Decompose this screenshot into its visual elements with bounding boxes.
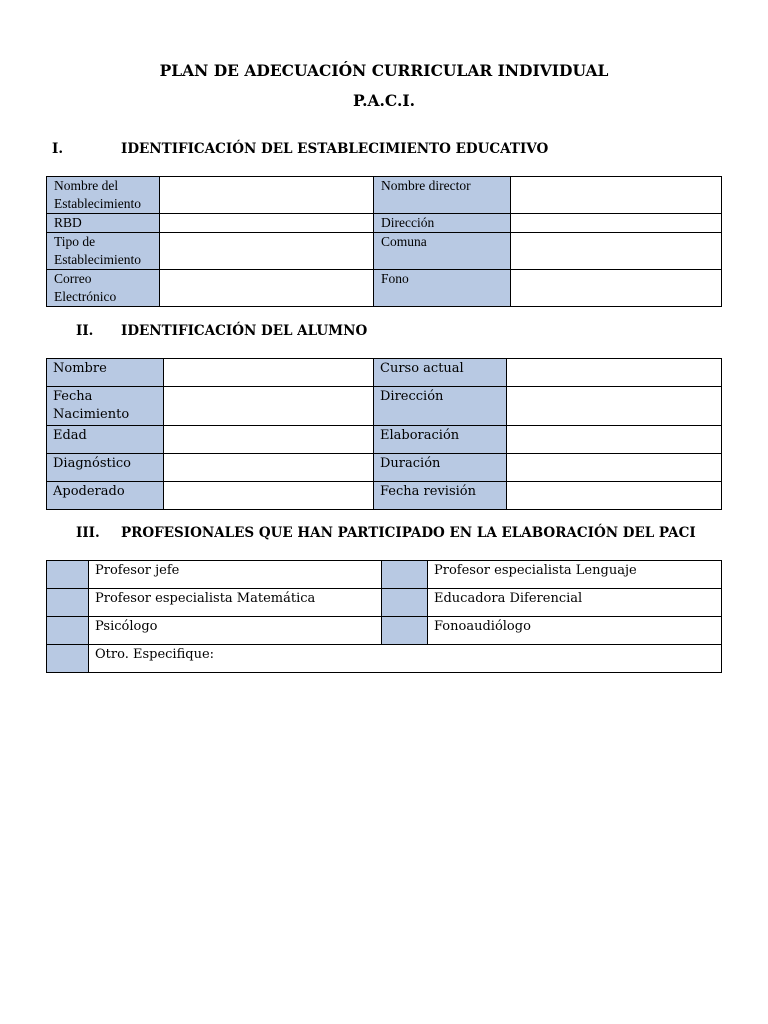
- field-fecha-nacimiento[interactable]: [164, 387, 374, 426]
- label-curso-actual: Curso actual: [374, 359, 507, 387]
- label-direccion-alumno: Dirección: [374, 387, 507, 426]
- section-number: I.: [52, 141, 64, 157]
- checkbox-profesor-jefe[interactable]: [47, 561, 89, 589]
- field-duracion[interactable]: [507, 454, 722, 482]
- label-fecha-nacimiento: Fecha Nacimiento: [47, 387, 164, 426]
- field-diagnostico[interactable]: [164, 454, 374, 482]
- field-fecha-revision[interactable]: [507, 482, 722, 510]
- field-nombre[interactable]: [164, 359, 374, 387]
- field-nombre-director[interactable]: [511, 177, 722, 214]
- label-educadora-diferencial: Educadora Diferencial: [428, 589, 722, 617]
- checkbox-especialista-lenguaje[interactable]: [382, 561, 428, 589]
- label-nombre-director: Nombre director: [374, 177, 511, 214]
- checkbox-especialista-matematica[interactable]: [47, 589, 89, 617]
- field-curso-actual[interactable]: [507, 359, 722, 387]
- professionals-table: [46, 560, 722, 673]
- field-elaboracion[interactable]: [507, 426, 722, 454]
- section-number: II.: [76, 323, 94, 339]
- label-tipo-establecimiento: Tipo de Establecimiento: [47, 233, 160, 270]
- section-title: IDENTIFICACIÓN DEL ESTABLECIMIENTO EDUCATIVO: [121, 141, 549, 157]
- label-otro[interactable]: Otro. Especifique:: [89, 645, 722, 673]
- label-diagnostico: Diagnóstico: [47, 454, 164, 482]
- label-duracion: Duración: [374, 454, 507, 482]
- field-comuna[interactable]: [511, 233, 722, 270]
- section-number: III.: [76, 525, 100, 541]
- label-rbd: RBD: [47, 214, 160, 233]
- checkbox-educadora-diferencial[interactable]: [382, 589, 428, 617]
- label-fonoaudiologo: Fonoaudiólogo: [428, 617, 722, 645]
- checkbox-psicologo[interactable]: [47, 617, 89, 645]
- field-direccion-establecimiento[interactable]: [511, 214, 722, 233]
- label-direccion-establecimiento: Dirección: [374, 214, 511, 233]
- label-elaboracion: Elaboración: [374, 426, 507, 454]
- page-subtitle: P.A.C.I.: [352, 91, 415, 110]
- checkbox-fonoaudiologo[interactable]: [382, 617, 428, 645]
- field-nombre-establecimiento[interactable]: [160, 177, 374, 214]
- label-apoderado: Apoderado: [47, 482, 164, 510]
- label-profesor-jefe: Profesor jefe: [89, 561, 382, 589]
- label-fono: Fono: [374, 270, 511, 307]
- section-title: PROFESIONALES QUE HAN PARTICIPADO EN LA ELABORACIÓN DEL PACI: [121, 525, 696, 541]
- field-correo[interactable]: [160, 270, 374, 307]
- label-edad: Edad: [47, 426, 164, 454]
- label-nombre-establecimiento: Nombre del Establecimiento: [47, 177, 160, 214]
- field-fono[interactable]: [511, 270, 722, 307]
- label-comuna: Comuna: [374, 233, 511, 270]
- establishment-table: [46, 176, 722, 307]
- section-title: IDENTIFICACIÓN DEL ALUMNO: [121, 323, 368, 339]
- field-edad[interactable]: [164, 426, 374, 454]
- label-fecha-revision: Fecha revisión: [374, 482, 507, 510]
- label-psicologo: Psicólogo: [89, 617, 382, 645]
- student-table: [46, 358, 722, 510]
- label-especialista-lenguaje: Profesor especialista Lenguaje: [428, 561, 722, 589]
- field-direccion-alumno[interactable]: [507, 387, 722, 426]
- field-tipo-establecimiento[interactable]: [160, 233, 374, 270]
- checkbox-otro[interactable]: [47, 645, 89, 673]
- label-correo: Correo Electrónico: [47, 270, 160, 307]
- label-especialista-matematica: Profesor especialista Matemática: [89, 589, 382, 617]
- label-nombre: Nombre: [47, 359, 164, 387]
- field-apoderado[interactable]: [164, 482, 374, 510]
- page-title: PLAN DE ADECUACIÓN CURRICULAR INDIVIDUAL: [159, 61, 609, 80]
- field-rbd[interactable]: [160, 214, 374, 233]
